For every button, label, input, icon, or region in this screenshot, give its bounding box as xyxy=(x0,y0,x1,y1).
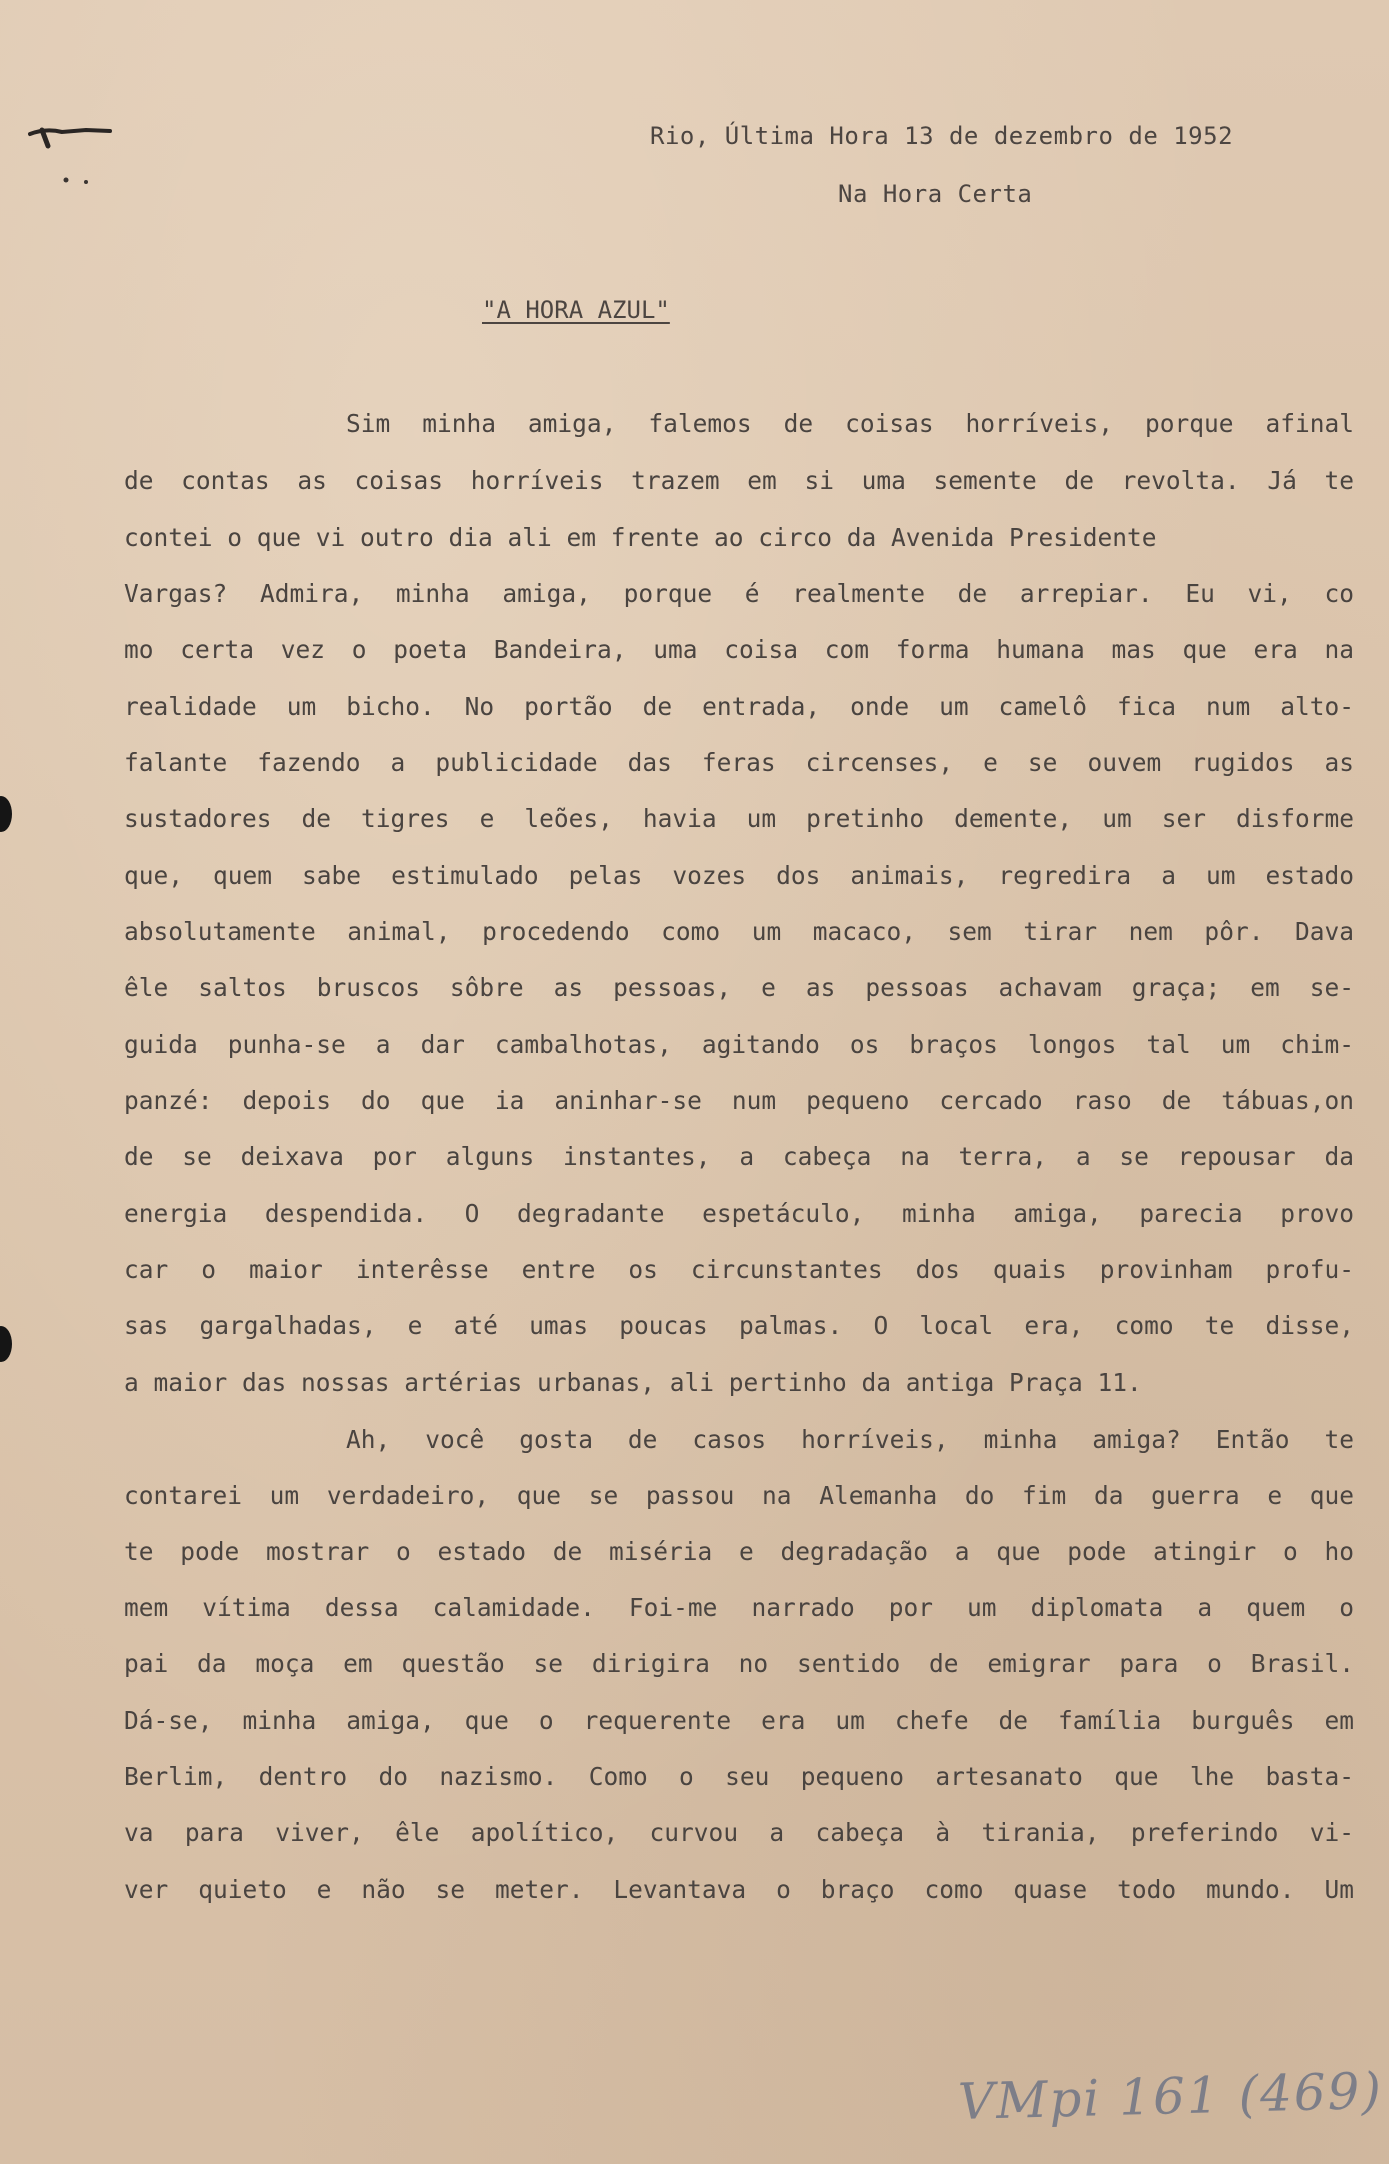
body-line: mem vítima dessa calamidade. Foi-me narrado por um diplomata a quem o xyxy=(124,1593,1354,1622)
body-line: sustadores de tigres e leões, havia um pretinho demente, um ser disforme xyxy=(124,804,1354,833)
ink-mark xyxy=(26,120,116,190)
body-line: Dá-se, minha amiga, que o requerente era um chefe de família burguês em xyxy=(124,1706,1354,1735)
body-line: Sim minha amiga, falemos de coisas horríveis, porque afinal xyxy=(346,409,1354,438)
punch-hole xyxy=(0,796,12,832)
body-line: a maior das nossas artérias urbanas, ali pertinho da antiga Praça 11. xyxy=(124,1368,1142,1397)
body-line: sas gargalhadas, e até umas poucas palmas. O local era, como te disse, xyxy=(124,1311,1354,1340)
body-line: te pode mostrar o estado de miséria e degradação a que pode atingir o ho xyxy=(124,1537,1354,1566)
column-name: Na Hora Certa xyxy=(838,180,1033,208)
body-line: falante fazendo a publicidade das feras circenses, e se ouvem rugidos as xyxy=(124,748,1354,777)
body-line: contei o que vi outro dia ali em frente ao circo da Avenida Presidente xyxy=(124,523,1157,552)
article-title-text: "A HORA AZUL" xyxy=(482,296,670,324)
body-line: car o maior interêsse entre os circunstantes dos quais provinham profu- xyxy=(124,1255,1354,1284)
body-line: Berlim, dentro do nazismo. Como o seu pequeno artesanato que lhe basta- xyxy=(124,1762,1354,1791)
body-line: êle saltos bruscos sôbre as pessoas, e as pessoas achavam graça; em se- xyxy=(124,973,1354,1002)
body-line: Ah, você gosta de casos horríveis, minha amiga? Então te xyxy=(346,1425,1354,1454)
dateline: Rio, Última Hora 13 de dezembro de 1952 xyxy=(650,122,1234,150)
punch-hole xyxy=(0,1326,12,1362)
body-line: de se deixava por alguns instantes, a cabeça na terra, a se repousar da xyxy=(124,1142,1354,1171)
body-line: absolutamente animal, procedendo como um macaco, sem tirar nem pôr. Dava xyxy=(124,917,1354,946)
body-line: contarei um verdadeiro, que se passou na Alemanha do fim da guerra e que xyxy=(124,1481,1354,1510)
archive-catalog-mark: VMpi 161 (469) xyxy=(957,2061,1384,2131)
body-line: pai da moça em questão se dirigira no sentido de emigrar para o Brasil. xyxy=(124,1649,1354,1678)
body-line: de contas as coisas horríveis trazem em si uma semente de revolta. Já te xyxy=(124,466,1354,495)
article-title xyxy=(482,296,670,324)
body-line: ver quieto e não se meter. Levantava o braço como quase todo mundo. Um xyxy=(124,1875,1354,1904)
body-line: que, quem sabe estimulado pelas vozes dos animais, regredira a um estado xyxy=(124,861,1354,890)
body-line: va para viver, êle apolítico, curvou a cabeça à tirania, preferindo vi- xyxy=(124,1818,1354,1847)
body-line: energia despendida. O degradante espetáculo, minha amiga, parecia provo xyxy=(124,1199,1354,1228)
body-line: realidade um bicho. No portão de entrada, onde um camelô fica num alto- xyxy=(124,692,1354,721)
body-line: mo certa vez o poeta Bandeira, uma coisa com forma humana mas que era na xyxy=(124,635,1354,664)
body-line: Vargas? Admira, minha amiga, porque é realmente de arrepiar. Eu vi, co xyxy=(124,579,1354,608)
body-line: panzé: depois do que ia aninhar-se num pequeno cercado raso de tábuas,on xyxy=(124,1086,1354,1115)
body-line: guida punha-se a dar cambalhotas, agitando os braços longos tal um chim- xyxy=(124,1030,1354,1059)
